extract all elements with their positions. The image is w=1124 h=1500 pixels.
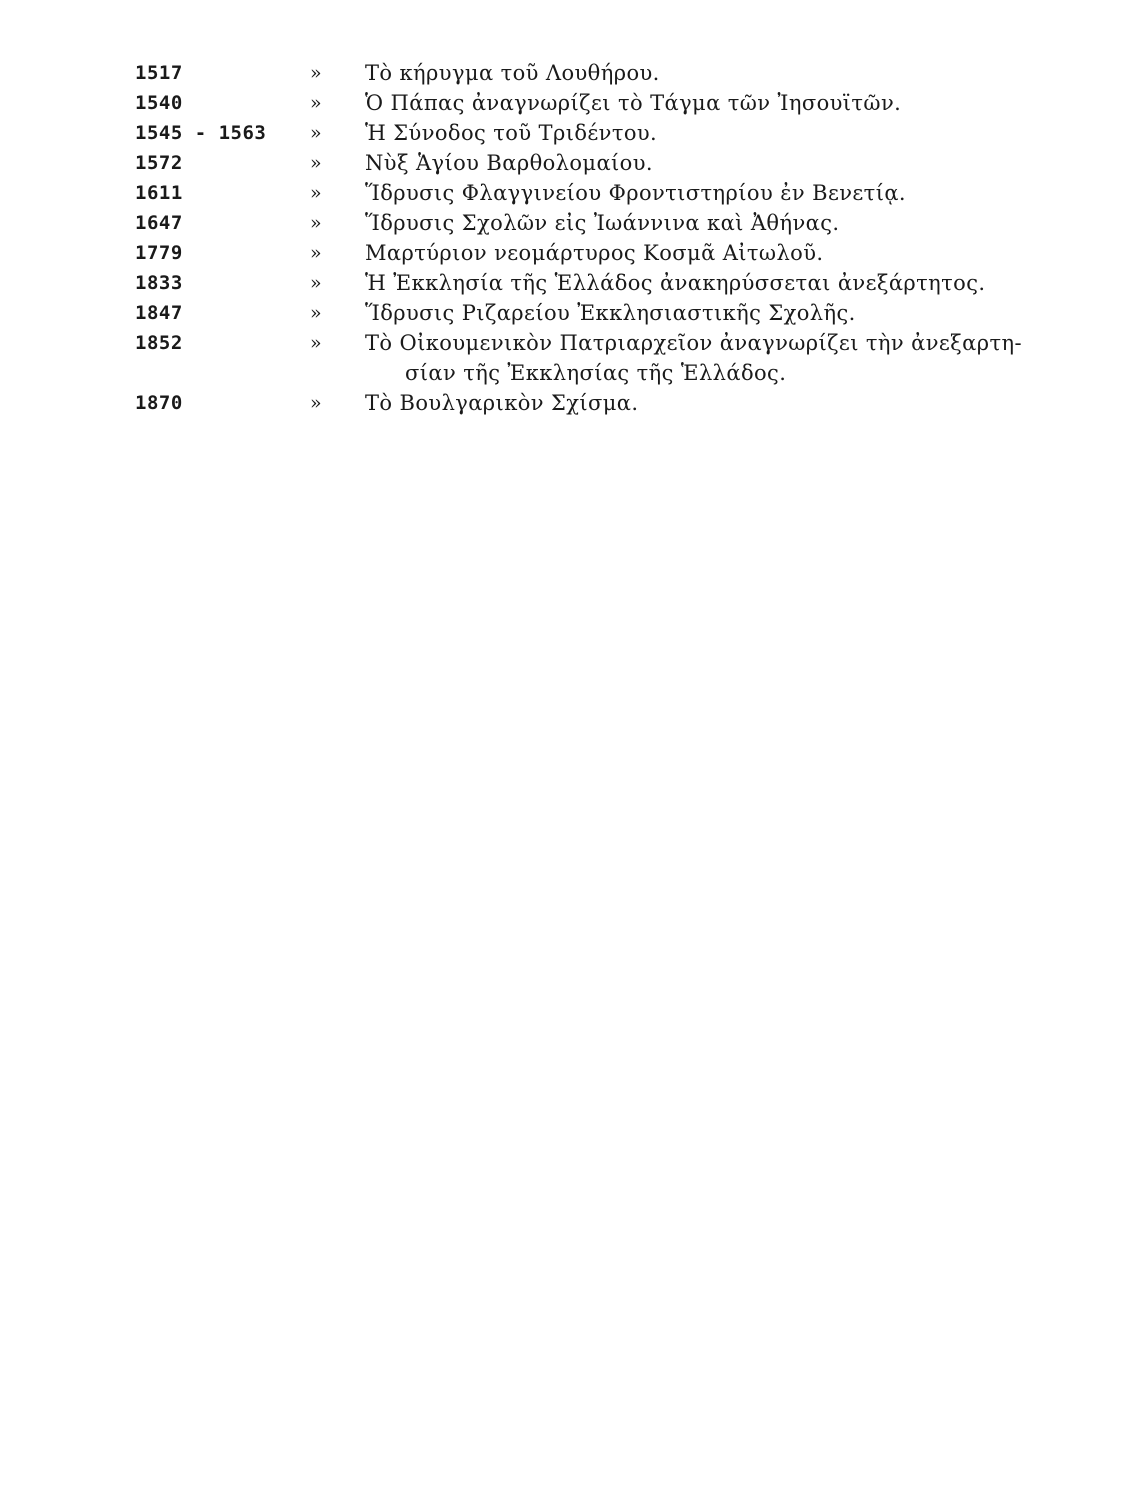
ditto-mark: » (310, 332, 322, 354)
chronology-list (135, 58, 1035, 418)
ditto-mark: » (310, 212, 322, 234)
chronology-entry (135, 178, 1035, 208)
ditto-mark: » (310, 122, 322, 144)
ditto-mark: » (310, 242, 322, 264)
chronology-entry (135, 148, 1035, 178)
entry-event-block (365, 328, 1035, 388)
entry-event: Νὺξ Ἁγίου Βαρθολομαίου. (365, 151, 653, 175)
ditto-mark: » (310, 92, 322, 114)
entry-year: 1611 (135, 182, 183, 204)
ditto-mark: » (310, 152, 322, 174)
entry-year: 1572 (135, 152, 183, 174)
entry-year: 1517 (135, 62, 183, 84)
chronology-entry (135, 328, 1035, 388)
ditto-mark: » (310, 182, 322, 204)
entry-event: Ἵδρυσις Σχολῶν εἰς Ἰωάννινα καὶ Ἀθήνας. (365, 211, 840, 235)
entry-year: 1870 (135, 392, 183, 414)
entry-event: Μαρτύριον νεομάρτυρος Κοσμᾶ Αἰτωλοῦ. (365, 241, 824, 265)
chronology-entry (135, 298, 1035, 328)
chronology-entry (135, 268, 1035, 298)
ditto-mark: » (310, 302, 322, 324)
entry-event: Ὁ Πάπας ἀναγνωρίζει τὸ Τάγμα τῶν Ἰησουϊτῶν. (365, 91, 902, 115)
chronology-entry (135, 388, 1035, 418)
entry-event: Ἡ Ἐκκλησία τῆς Ἑλλάδος ἀνακηρύσσεται ἀνεξάρτητος. (365, 271, 986, 295)
entry-event: Ἡ Σύνοδος τοῦ Τριδέντου. (365, 121, 658, 145)
entry-year: 1545 - 1563 (135, 122, 267, 144)
entry-event: Τὸ Οἰκουμενικὸν Πατριαρχεῖον ἀναγνωρίζει τὴν ἀνεξαρτη- (365, 331, 1022, 355)
entry-year: 1847 (135, 302, 183, 324)
ditto-mark: » (310, 272, 322, 294)
ditto-mark: » (310, 392, 322, 414)
entry-event: Τὸ Βουλγαρικὸν Σχίσμα. (365, 391, 639, 415)
chronology-entry (135, 208, 1035, 238)
entry-year: 1779 (135, 242, 183, 264)
chronology-entry (135, 88, 1035, 118)
chronology-entry (135, 238, 1035, 268)
entry-event-continuation: σίαν τῆς Ἐκκλησίας τῆς Ἑλλάδος. (405, 361, 787, 385)
ditto-mark: » (310, 62, 322, 84)
chronology-entry (135, 58, 1035, 88)
entry-year: 1833 (135, 272, 183, 294)
entry-event: Ἵδρυσις Ριζαρείου Ἐκκλησιαστικῆς Σχολῆς. (365, 301, 856, 325)
entry-year: 1540 (135, 92, 183, 114)
entry-event: Ἵδρυσις Φλαγγινείου Φροντιστηρίου ἐν Βενετίᾳ. (365, 181, 906, 205)
entry-event: Τὸ κήρυγμα τοῦ Λουθήρου. (365, 61, 660, 85)
entry-year: 1852 (135, 332, 183, 354)
chronology-entry (135, 118, 1035, 148)
entry-year: 1647 (135, 212, 183, 234)
